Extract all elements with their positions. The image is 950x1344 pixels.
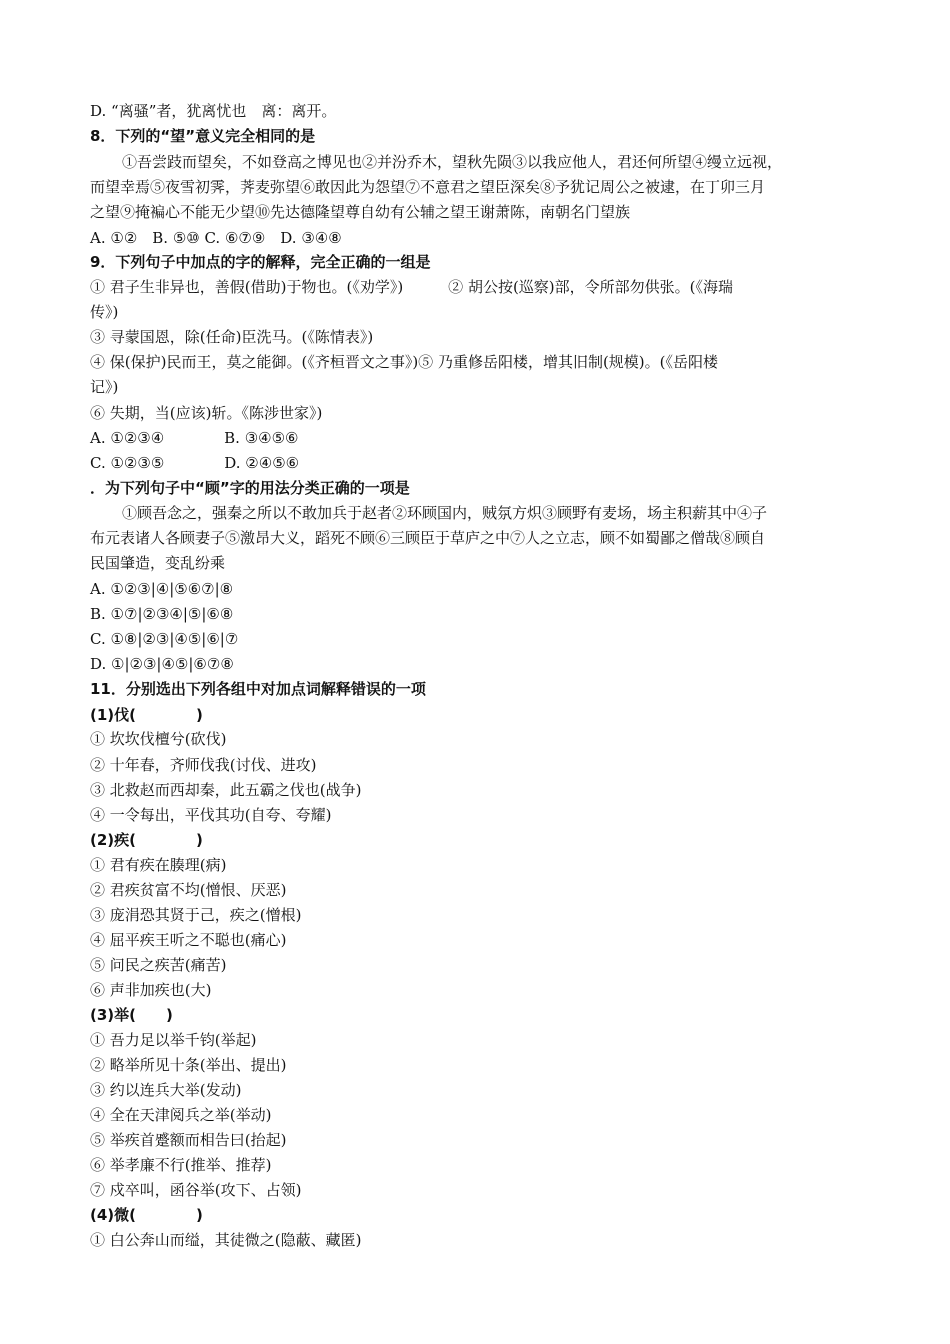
text-line: ③ 约以连兵大举(发动) [90,1081,242,1099]
text-line: D. “离骚”者，犹离忧也 离：离开。 [90,102,337,120]
text-line: B. ①⑦|②③④|⑤|⑥⑧ [90,605,234,623]
text-line: 记》) [90,378,119,396]
text-line: ⑥ 举孝廉不行(推举、推荐) [90,1156,272,1174]
text-line: ② 十年春，齐师伐我(讨伐、进攻) [90,756,317,774]
text-line: ① 坎坎伐檀兮(砍伐) [90,730,227,748]
text-line: 布元表诸人各顾妻子⑤激昂大义，蹈死不顾⑥三顾臣于草庐之中⑦人之立志，顾不如蜀鄙之僧哉⑧顾自 [90,529,766,547]
text-line: ① 白公奔山而缢，其徒微之(隐蔽、藏匿) [90,1231,362,1249]
text-line: ⑦ 戍卒叫，函谷举(攻下、占领) [90,1181,302,1199]
text-line: ① 吾力足以举千钧(举起) [90,1031,257,1049]
question-heading: (3)举( ) [90,1006,173,1024]
question-heading: 8．下列的“望”意义完全相同的是 [90,127,316,145]
question-heading: (2)疾( ) [90,831,203,849]
text-line: ④ 屈平疾王听之不聪也(痛心) [90,931,287,949]
text-line: ①顾吾念之，强秦之所以不敢加兵于赵者②环顾国内，贼氛方炽③顾野有麦场，场主积薪其中④子 [122,504,768,522]
question-heading: (1)伐( ) [90,706,203,724]
text-line: ③ 寻蒙国恩，除(任命)臣洗马。(《陈情表》) [90,328,374,346]
text-line: 之望⑨掩褊心不能无少望⑩先达德隆望尊自幼有公辅之望王谢萧陈，南朝名门望族 [90,203,631,221]
text-line: ⑥ 声非加疾也(大) [90,981,212,999]
text-line: A. ①② B. ⑤⑩ C. ⑥⑦⑨ D. ③④⑧ [90,229,342,247]
question-heading: ．为下列句子中“顾”字的用法分类正确的一项是 [90,479,410,497]
text-line: ⑤ 举疾首蹙额而相告曰(抬起) [90,1131,287,1149]
text-line: ① 君子生非异也，善假(借助)于物也。(《劝学》) ② 胡公按(巡察)部，令所部勿供张。(《海瑞 [90,278,734,296]
text-line: ③ 北救赵而西却秦，此五霸之伐也(战争) [90,781,362,799]
text-line: C. ①②③⑤ D. ②④⑤⑥ [90,454,300,472]
text-line: ⑤ 问民之疾苦(痛苦) [90,956,227,974]
question-heading: 11．分别选出下列各组中对加点词解释错误的一项 [90,680,426,698]
text-line: 而望幸焉⑤夜雪初霁，荠麦弥望⑥敢因此为怨望⑦不意君之望臣深矣⑧予犹记周公之被逮，在丁卯三月 [90,178,766,196]
text-line: ② 君疾贫富不均(憎恨、厌恶) [90,881,287,899]
text-line: ① 君有疾在腠理(病) [90,856,227,874]
text-line: ④ 全在天津阅兵之举(举动) [90,1106,272,1124]
text-line: ④ 一令每出，平伐其功(自夸、夸耀) [90,806,332,824]
question-heading: (4)微( ) [90,1206,203,1224]
text-line: C. ①⑧|②③|④⑤|⑥|⑦ [90,630,239,648]
text-line: ③ 庞涓恐其贤于己，疾之(憎根) [90,906,302,924]
text-line: 民国肇造，变乱纷乘 [90,554,226,572]
text-line: ④ 保(保护)民而王，莫之能御。(《齐桓晋文之事》)⑤ 乃重修岳阳楼，增其旧制(规模)。(《岳阳楼 [90,353,719,371]
text-line: ①吾尝跂而望矣，不如登高之博见也②并汾乔木，望秋先陨③以我应他人，君还何所望④缦立远视， [122,153,783,171]
text-line: ② 略举所见十条(举出、提出) [90,1056,287,1074]
text-line: A. ①②③|④|⑤⑥⑦|⑧ [90,580,234,598]
text-line: A. ①②③④ B. ③④⑤⑥ [90,429,299,447]
question-heading: 9．下列句子中加点的字的解释，完全正确的一组是 [90,253,431,271]
text-line: ⑥ 失期，当(应该)斩。《陈涉世家》) [90,404,323,422]
text-line: D. ①|②③|④⑤|⑥⑦⑧ [90,655,234,673]
text-line: 传》) [90,303,119,321]
